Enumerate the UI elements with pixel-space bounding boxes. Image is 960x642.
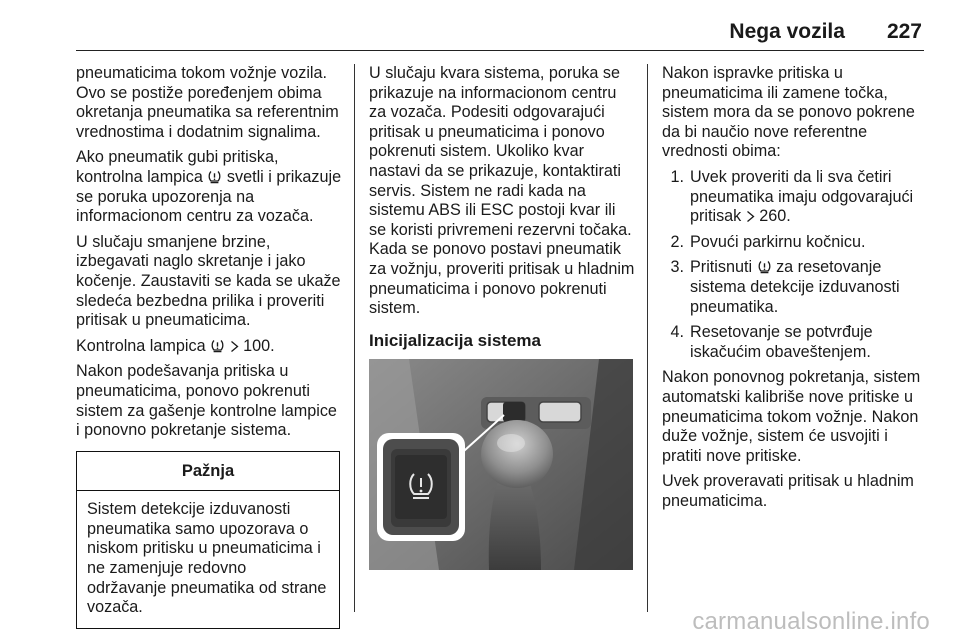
subheading: Inicijalizacija sistema [369,330,541,350]
paragraph: U slučaju kvara sistema, poruka se prikazuje na informacionom centru za vozača. Podesiti odgovarajući pritisak u pneumaticima i ponovo pokrenuti sistem. Ukoliko kvar nastavi da se prikazuje, kontaktirati servis. Sistem ne radi kada na sistemu ABS ili ESC postoji kvar ili se koristi privremeni rezervni točaka. Kada se ponovo postavi pneumatik za vožnju, proveriti pritisak u hladnim pneumaticima i ponovo pokrenuti sistem. [369,64,635,318]
watermark: carmanualsonline.info [692,608,930,635]
page-reference[interactable]: 100. [243,336,275,355]
paragraph: Nakon podešavanja pritiska u pneumaticima, ponovo pokrenuti sistem za gašenje kontrolne lampice i ponovno pokretanje sistema. [76,362,337,440]
tpms-warning-icon [210,339,225,353]
paragraph: U slučaju smanjene brzine, izbegavati naglo skretanje i jako kočenje. Zaustaviti se kada se ukaže sledeća bezbedna prilika i proveriti pritisak u pneumaticima. [76,232,341,330]
column-3 [662,64,926,517]
page-header [729,20,922,44]
column-1 [76,64,342,629]
page-reference[interactable]: 260. [759,207,791,226]
paragraph: pneumaticima tokom vožnje vozila. Ovo se postiže poređenjem obima okretanja pneumatika sa referentnim vrednostima i dodatnim signalima. [76,64,339,141]
steps-list [662,168,926,362]
page-reference-arrow-icon [230,340,239,353]
page-reference-arrow-icon [746,210,755,223]
list-item: 1. Uvek proveriti da li sva četiri pneumatika imaju odgovarajući pritisak 260. [670,167,914,226]
paragraph: Uvek proveravati pritisak u hladnim pneumaticima. [662,472,914,510]
page-number: 227 [886,20,922,43]
section-title: Nega vozila [729,20,845,43]
header-rule [76,50,924,51]
center-console-illustration [369,359,633,570]
center-console-photo [369,359,633,570]
list-item: 4. Resetovanje se potvrđuje iskačućim obaveštenjem. [670,323,873,361]
column-2 [369,64,635,570]
column-divider [354,64,355,612]
paragraph: Kontrolna lampica 100. [76,336,275,355]
list-item: 2. Povući parkirnu kočnicu. [670,232,866,251]
paragraph: Ako pneumatik gubi pritiska, kontrolna lampica svetli i prikazuje se poruka upozorenja na informacionom centru za vozača. [76,148,342,226]
warning-box [76,451,340,629]
warning-body: Sistem detekcije izduvanosti pneumatika samo upozorava o niskom pritisku u pneumaticima i ne zamenjuje redovno održavanje pneumatika od strane vozača. [87,500,327,617]
tpms-warning-icon [207,170,222,184]
tpms-warning-icon [757,260,772,274]
column-divider [647,64,648,612]
list-item: 3. Pritisnuti za resetovanje sistema detekcije izduvanosti pneumatika. [670,258,900,316]
paragraph: Nakon ponovnog pokretanja, sistem automatski kalibriše nove pritiske u pneumaticima tokom vožnje. Nakon duže vožnje, sistem će usvojiti i pratiti nove pritiske. [662,368,921,465]
warning-title: Pažnja [77,452,339,492]
paragraph: Nakon ispravke pritiska u pneumaticima ili zamene točka, sistem mora da se ponovo pokrene da bi naučio nove referentne vrednosti obima: [662,64,915,161]
